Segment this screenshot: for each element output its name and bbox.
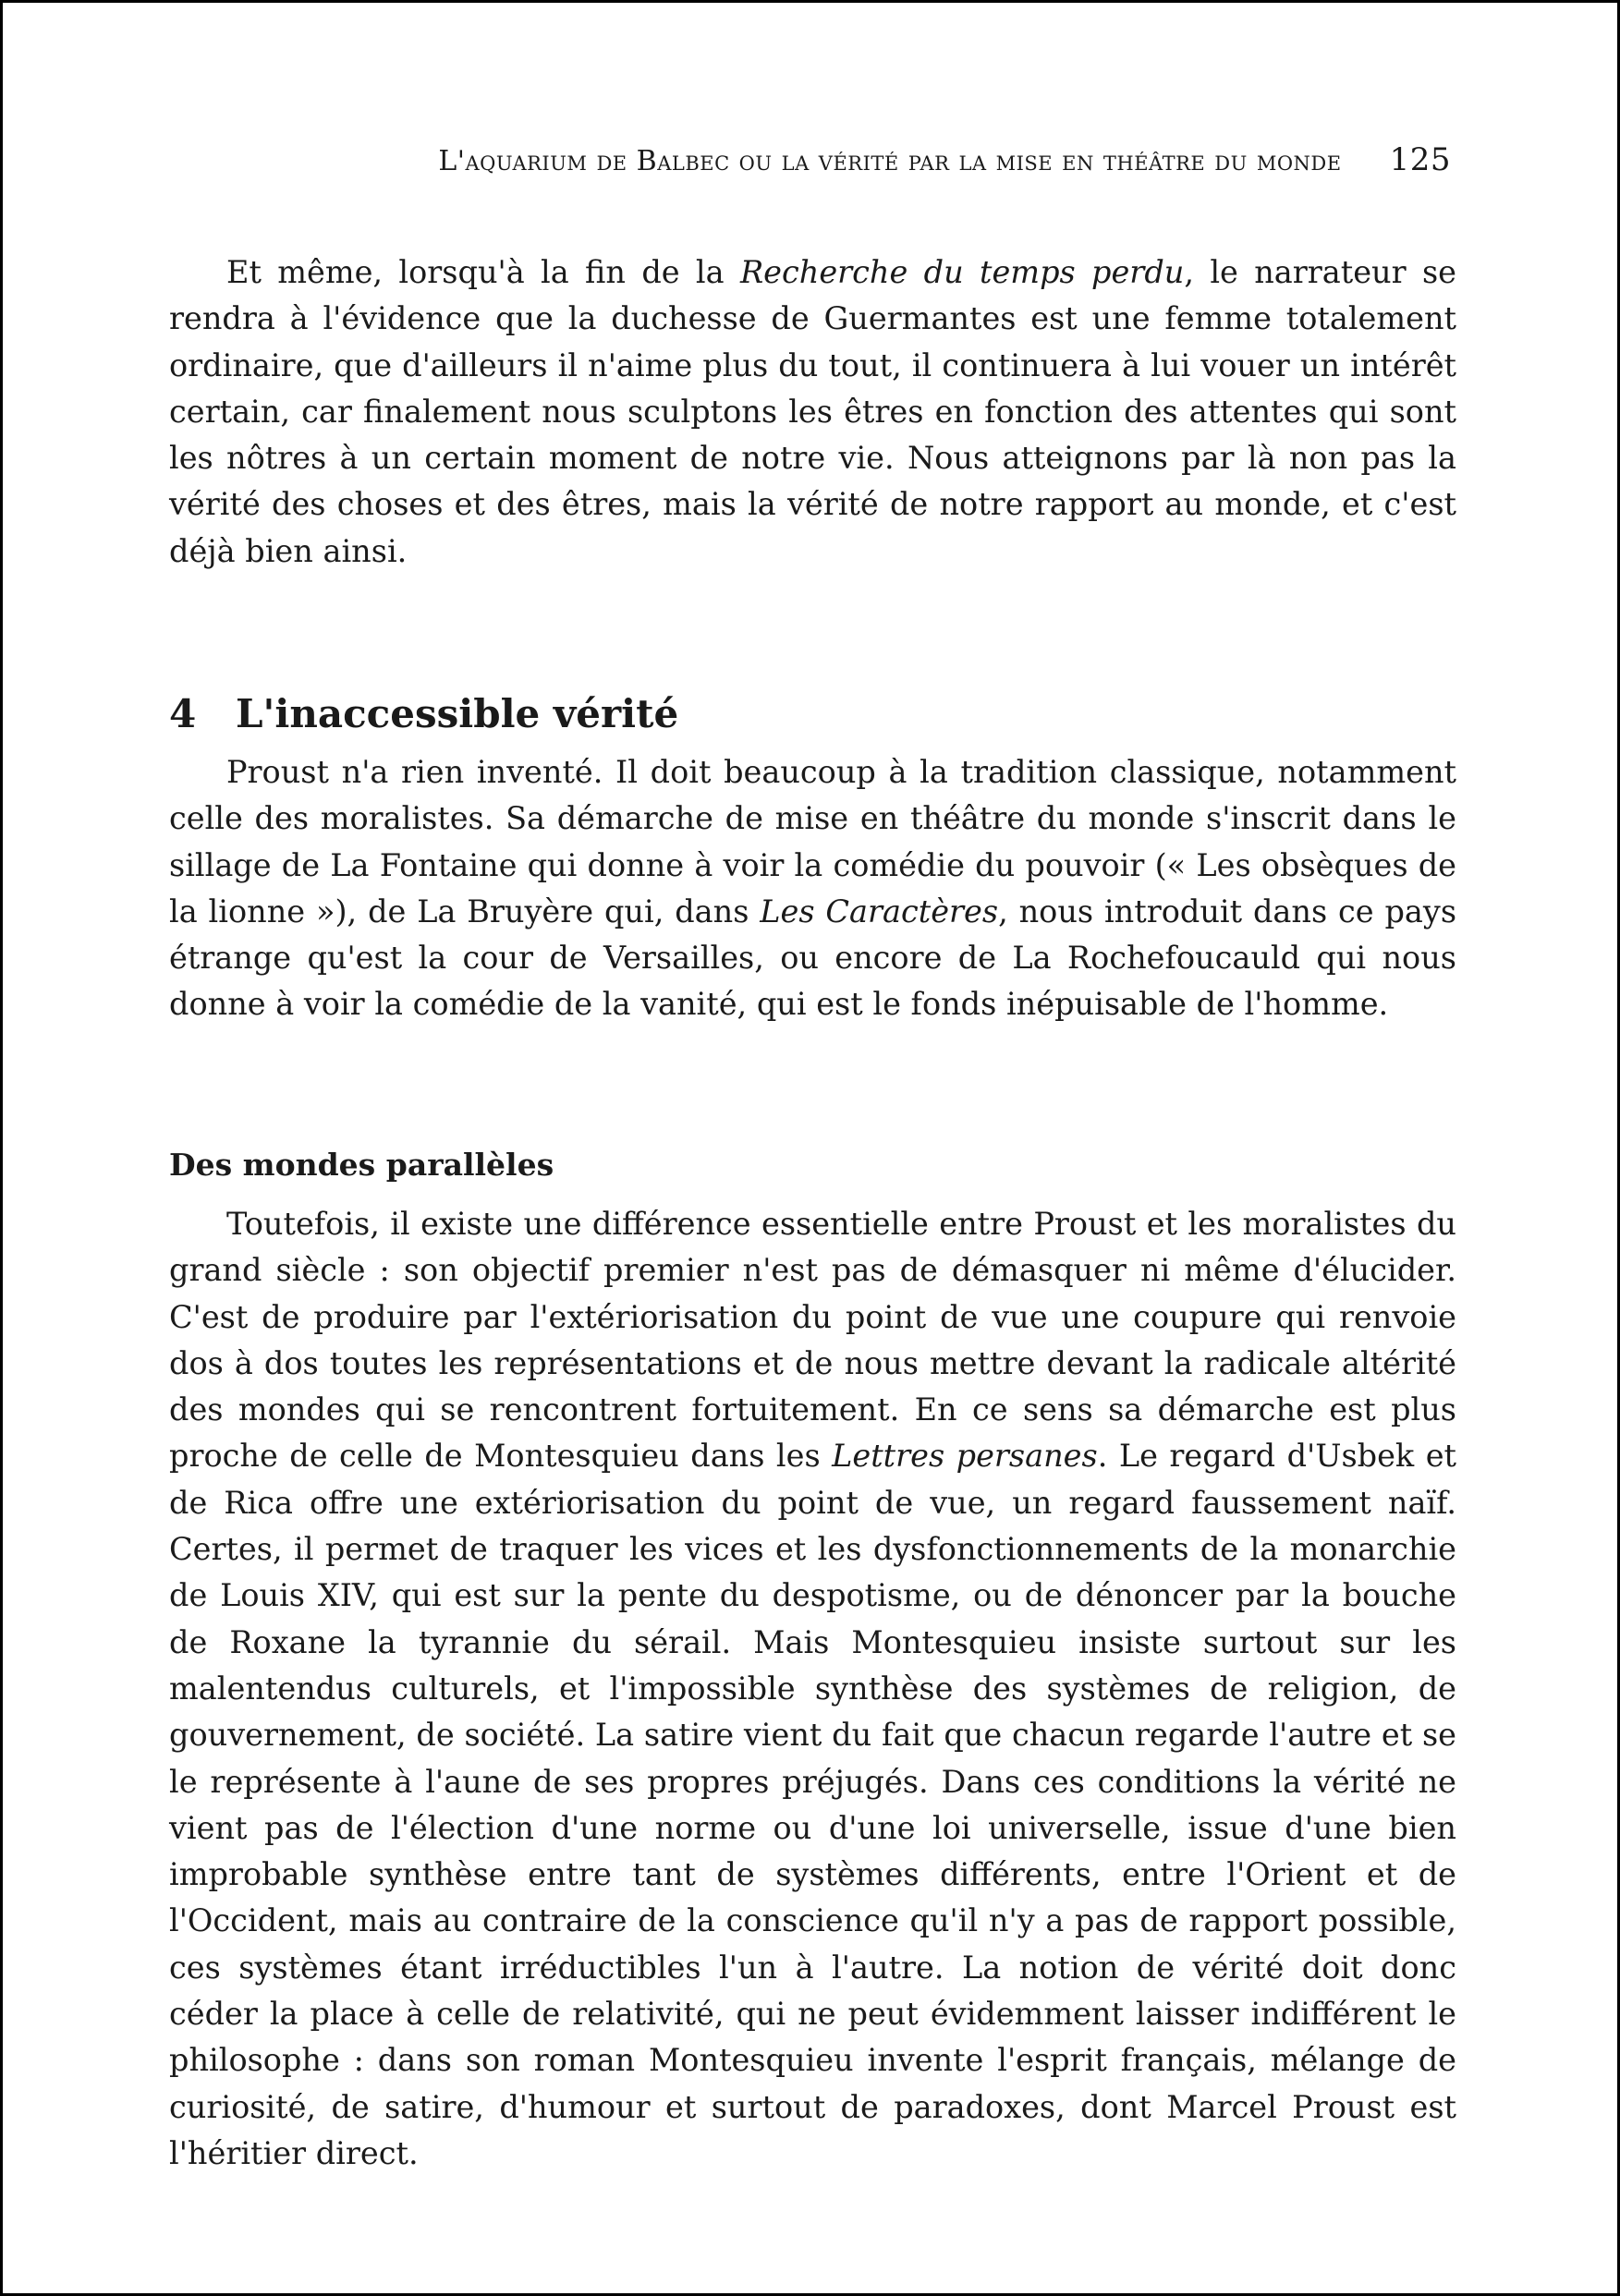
paragraph bbox=[169, 1201, 1456, 2177]
section-title: L'inaccessible vérité bbox=[236, 690, 679, 736]
paragraph-block-1 bbox=[169, 249, 1456, 575]
work-title-italic: Lettres persanes bbox=[832, 1438, 1098, 1475]
paragraph-text: , le narrateur se rendra à l'évidence que la duchesse de Guermantes est une femme totalement ordinaire, que d'ailleurs il n'aime plus du tout, il continuera à lui vouer un intérêt certain, car finalement nous sculptons les êtres en fonction des attentes qui sont les nôtres à un certain moment de notre vie. Nous atteignons par là non pas la vérité des choses et des êtres, mais la vérité de notre rapport au monde, et c'est déjà bien ainsi. bbox=[169, 254, 1456, 569]
paragraph bbox=[169, 749, 1456, 1028]
paragraph bbox=[169, 249, 1456, 575]
paragraph-text: . Le regard d'Usbek et de Rica offre une extériorisation du point de vue, un regard faussement naïf. Certes, il permet de traquer les vices et les dysfonctionnements de la monarchie de Louis XIV, qui est sur la pente du despotisme, ou de dénoncer par la bouche de Roxane la tyrannie du sérail. Mais Montesquieu insiste surtout sur les malentendus culturels, et l'impossible synthèse des systèmes de religion, de gouvernement, de société. La satire vient du fait que chacun regarde l'autre et se le représente à l'aune de ses propres préjugés. Dans ces conditions la vérité ne vient pas de l'élection d'une norme ou d'une loi universelle, issue d'une bien improbable synthèse entre tant de systèmes différents, entre l'Orient et de l'Occident, mais au contraire de la conscience qu'il n'y a pas de rapport possible, ces systèmes étant irréductibles l'un à l'autre. La notion de vérité doit donc céder la place à celle de relativité, qui ne peut évidemment laisser indifférent le philosophe : dans son roman Montesquieu invente l'esprit français, mélange de curiosité, de satire, d'humour et surtout de paradoxes, dont Marcel Proust est l'héritier direct. bbox=[169, 1438, 1457, 2171]
running-title: L'aquarium de Balbec ou la vérité par la mise en théâtre du monde bbox=[438, 145, 1342, 177]
paragraph-text: Toutefois, il existe une différence essentielle entre Proust et les moralistes du grand siècle : son objectif premier n'est pas de démasquer ni même d'élucider. C'est de produire par l'extériorisation du point de vue une coupure qui renvoie dos à dos toutes les représentations et de nous mettre devant la radicale altérité des mondes qui se rencontrent fortuitement. En ce sens sa démarche est plus proche de celle de Montesquieu dans les bbox=[169, 1206, 1456, 1475]
paragraph-block-2 bbox=[169, 749, 1456, 1028]
section-number: 4 bbox=[169, 690, 197, 736]
subsection-heading: Des mondes parallèles bbox=[169, 1147, 554, 1183]
running-header bbox=[169, 141, 1451, 188]
work-title-italic: Les Caractères bbox=[760, 893, 999, 929]
paragraph-text: Et même, lorsqu'à la fin de la bbox=[226, 254, 740, 290]
paragraph-text: Proust n'a rien inventé. Il doit beaucoup à la tradition classique, notamment celle des moralistes. Sa démarche de mise en théâtre du monde s'inscrit dans le sillage de La Fontaine qui donne à voir la comédie du pouvoir (« Les obsèques de la lionne »), de La Bruyère qui, dans bbox=[169, 754, 1456, 929]
paragraph-text: , nous introduit dans ce pays étrange qu'est la cour de Versailles, ou encore de La Rochefoucauld qui nous donne à voir la comédie de la vanité, qui est le fonds inépuisable de l'homme. bbox=[169, 893, 1457, 1023]
page-number: 125 bbox=[1389, 141, 1451, 178]
section-heading bbox=[169, 691, 678, 736]
work-title-italic: Recherche du temps perdu bbox=[739, 254, 1185, 290]
paragraph-block-3 bbox=[169, 1201, 1456, 2177]
